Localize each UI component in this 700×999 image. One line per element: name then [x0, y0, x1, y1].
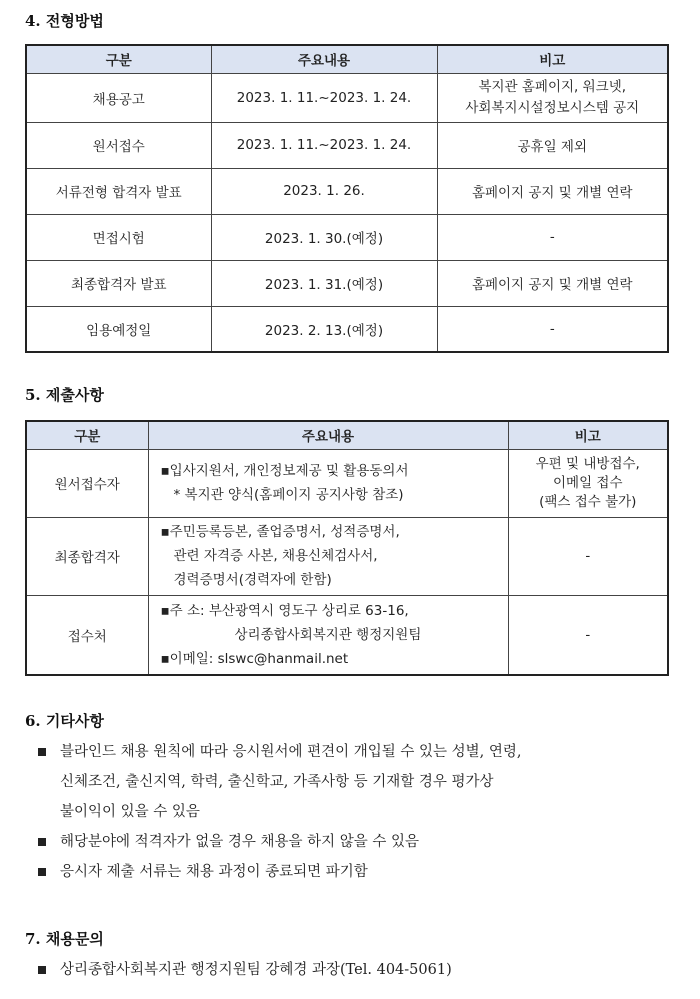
row-content: 2023. 2. 13.(예정) — [211, 306, 437, 352]
bullet-square-icon — [38, 966, 46, 974]
header-content: 주요내용 — [211, 45, 437, 73]
row-note — [508, 449, 668, 517]
table-header-row — [26, 421, 668, 449]
content-line: 경력증명서(경력자에 한함) — [173, 572, 332, 588]
content-line: ▪입사지원서, 개인정보제공 및 활용동의서 — [160, 463, 409, 479]
row-content — [148, 595, 508, 675]
section-6-title: 6. 기타사항 — [25, 712, 104, 730]
row-category: 원서접수자 — [26, 449, 148, 517]
table-row — [26, 306, 668, 352]
row-category: 면접시험 — [26, 214, 211, 260]
table-row — [26, 260, 668, 306]
content-line: ▪주민등록등본, 졸업증명서, 성적증명서, — [160, 524, 400, 540]
table-row — [26, 449, 668, 517]
list-item-line: 상리종합사회복지관 행정지원팀 강혜경 과장(Tel. 404-5061) — [60, 962, 452, 978]
header-content: 주요내용 — [148, 421, 508, 449]
row-content: 2023. 1. 11.~2023. 1. 24. — [211, 73, 437, 122]
row-content: 2023. 1. 30.(예정) — [211, 214, 437, 260]
content-line: 관련 자격증 사본, 채용신체검사서, — [173, 548, 378, 564]
row-category: 서류전형 합격자 발표 — [26, 168, 211, 214]
header-category: 구분 — [26, 421, 148, 449]
table-header-row — [26, 45, 668, 73]
row-note: - — [508, 595, 668, 675]
bullet-square-icon — [38, 748, 46, 756]
content-line: ▪주 소: 부산광역시 영도구 상리로 63-16, — [160, 602, 409, 619]
note-line: 사회복지시설정보시스템 공지 — [465, 99, 640, 116]
row-content — [148, 449, 508, 517]
header-category: 구분 — [26, 45, 211, 73]
table-row — [26, 517, 668, 595]
row-note — [437, 73, 668, 122]
row-category: 원서접수 — [26, 122, 211, 168]
row-note: 홈페이지 공지 및 개별 연락 — [437, 260, 668, 306]
content-line: * 복지관 양식(홈페이지 공지사항 참조) — [173, 487, 404, 503]
content-line: 상리종합사회복지관 행정지원팀 — [234, 626, 422, 643]
section-4-title: 4. 전형방법 — [25, 12, 104, 30]
other-notes-list — [38, 737, 522, 887]
table-row — [26, 595, 668, 675]
bullet-square-icon — [38, 838, 46, 846]
header-note: 비고 — [508, 421, 668, 449]
row-category: 최종합격자 — [26, 517, 148, 595]
list-item-line: 응시자 제출 서류는 채용 과정이 종료되면 파기함 — [60, 864, 368, 880]
list-item-line: 블라인드 채용 원칙에 따라 응시원서에 편견이 개입될 수 있는 성별, 연령, — [60, 744, 522, 760]
table-row — [26, 168, 668, 214]
inquiry-list — [38, 955, 452, 985]
list-item — [38, 955, 452, 985]
note-line: 복지관 홈페이지, 워크넷, — [478, 78, 627, 95]
row-category: 채용공고 — [26, 73, 211, 122]
section-5-title: 5. 제출사항 — [25, 386, 104, 404]
submission-table — [25, 420, 669, 676]
list-item-line: 신체조건, 출신지역, 학력, 출신학교, 가족사항 등 기재할 경우 평가상 — [60, 774, 494, 790]
note-line: (팩스 접수 불가) — [539, 493, 637, 510]
list-item — [38, 857, 522, 887]
list-item-line: 불이익이 있을 수 있음 — [60, 804, 200, 820]
row-category: 최종합격자 발표 — [26, 260, 211, 306]
table-row — [26, 122, 668, 168]
table-row — [26, 73, 668, 122]
row-category: 접수처 — [26, 595, 148, 675]
selection-method-table — [25, 44, 669, 353]
row-content: 2023. 1. 26. — [211, 168, 437, 214]
note-line: 이메일 접수 — [553, 474, 623, 491]
section-7-title: 7. 채용문의 — [25, 930, 104, 948]
row-category: 임용예정일 — [26, 306, 211, 352]
row-note: - — [437, 214, 668, 260]
row-note: 홈페이지 공지 및 개별 연락 — [437, 168, 668, 214]
bullet-square-icon — [38, 868, 46, 876]
row-content — [148, 517, 508, 595]
row-content: 2023. 1. 31.(예정) — [211, 260, 437, 306]
note-line: 우편 및 내방접수, — [535, 455, 640, 472]
table-row — [26, 214, 668, 260]
header-note: 비고 — [437, 45, 668, 73]
list-item — [38, 827, 522, 857]
row-content: 2023. 1. 11.~2023. 1. 24. — [211, 122, 437, 168]
row-note: - — [508, 517, 668, 595]
row-note: - — [437, 306, 668, 352]
content-line: ▪이메일: slswc@hanmail.net — [160, 650, 349, 667]
list-item — [38, 737, 522, 827]
list-item-line: 해당분야에 적격자가 없을 경우 채용을 하지 않을 수 있음 — [60, 834, 420, 850]
row-note: 공휴일 제외 — [437, 122, 668, 168]
